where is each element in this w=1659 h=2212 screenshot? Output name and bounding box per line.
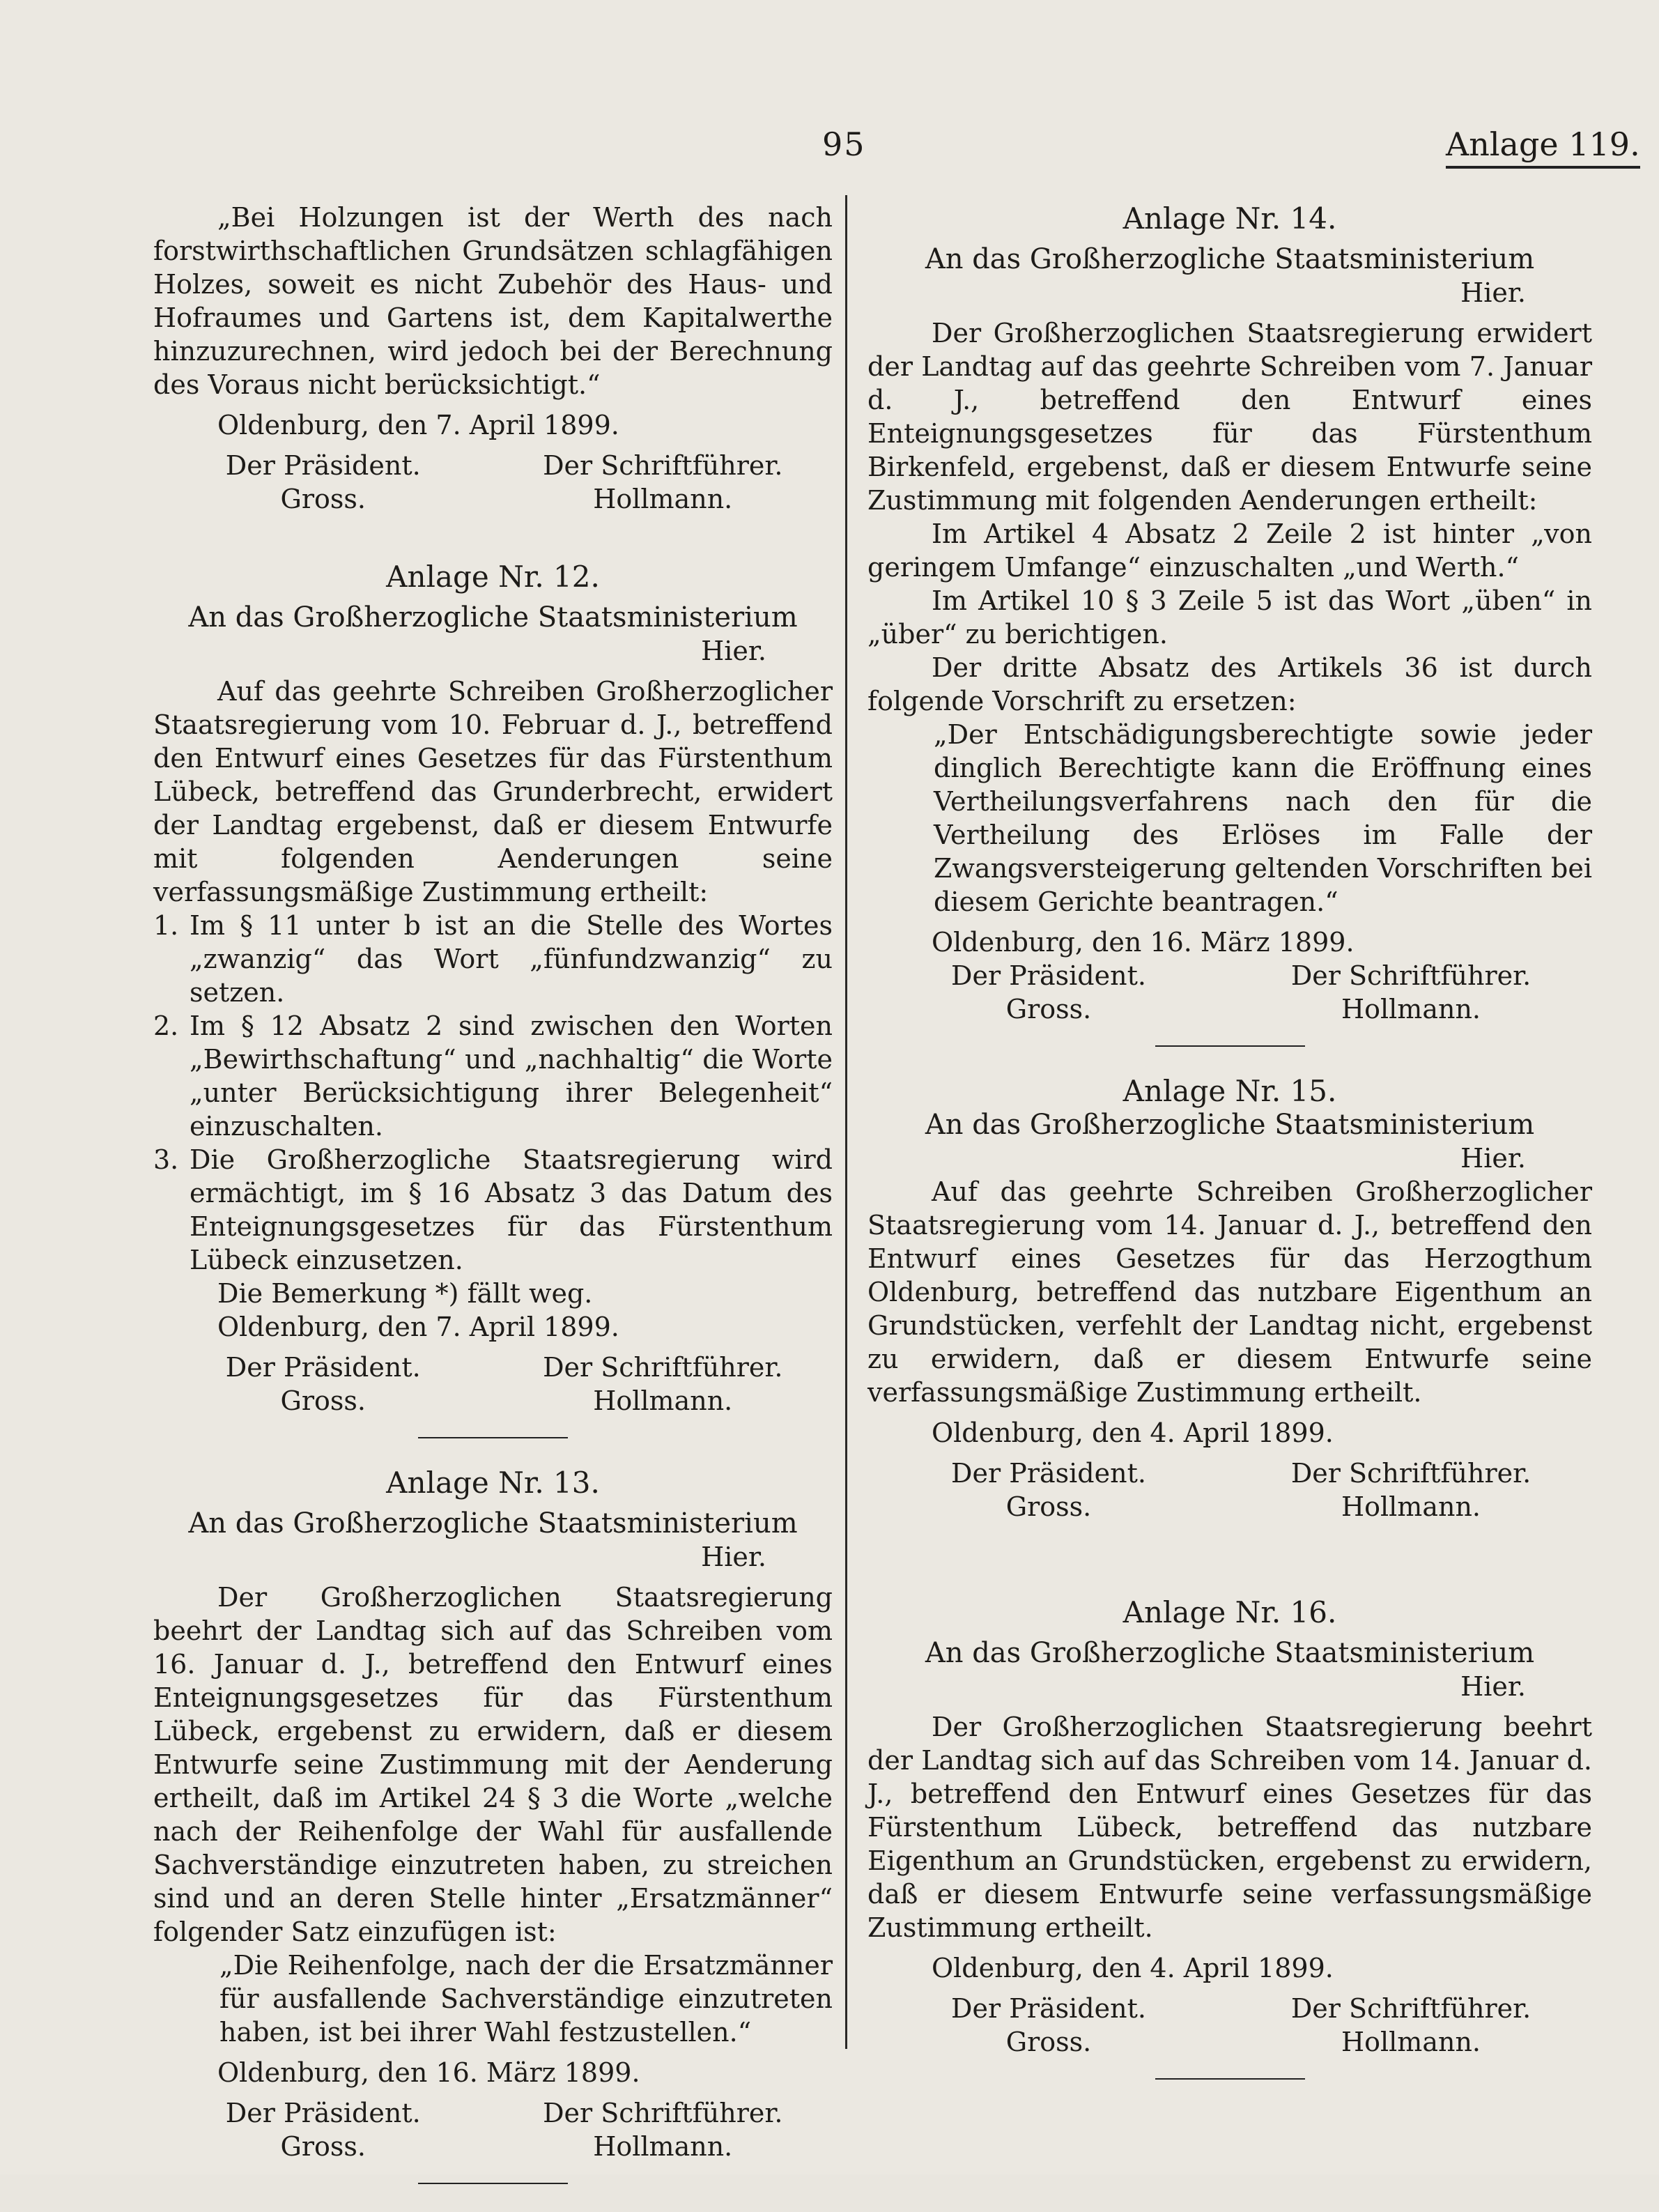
appendix-13-quote: „Die Reihenfolge, nach der die Ersatzmänner für ausfallende Sachverständige einzutreten haben, ist bei ihrer Wahl festzustellen.“	[219, 1950, 833, 2048]
appendix-12-date: Oldenburg, den 7. April 1899.	[217, 1312, 619, 1342]
appendix-13-title: Anlage Nr. 13.	[386, 1466, 600, 1500]
president-label: Der Präsident.	[225, 450, 421, 481]
amendment-number: 1.	[153, 910, 179, 941]
appendix-15-addressee: An das Großherzogliche Staatsministerium	[925, 1109, 1535, 1141]
appendix-14-date: Oldenburg, den 16. März 1899.	[932, 927, 1355, 958]
appendix-12-note: Die Bemerkung *) fällt weg.	[217, 1278, 593, 1309]
section-rule	[1155, 1045, 1305, 1047]
appendix-12-location: Hier.	[701, 636, 766, 666]
secretary-label: Der Schriftführer.	[543, 2098, 783, 2128]
president-label: Der Präsident.	[225, 2098, 421, 2128]
appendix-14-title: Anlage Nr. 14.	[1122, 201, 1337, 236]
appendix-12-amendments	[153, 909, 833, 1277]
secretary-label: Der Schriftführer.	[543, 450, 783, 481]
appendix-14-body: Der Großherzoglichen Staatsregierung erwidert der Landtag auf das geehrte Schreiben vom 7. Januar d. J., betreffend den Entwurf eines Enteignungsgesetzes für das Fürstenthum Birkenfeld, ergebenst, daß er diesem Entwurfe seine Zustimmung mit folgenden Aenderungen ertheilt:	[867, 318, 1592, 516]
president-name: Gross.	[1005, 2027, 1092, 2057]
section-rule	[1155, 2078, 1305, 2080]
secretary-name: Hollmann.	[1341, 994, 1481, 1024]
amendment-item	[153, 1143, 833, 1277]
secretary-label: Der Schriftführer.	[1290, 1458, 1531, 1489]
section-rule	[418, 2183, 568, 2184]
secretary-label: Der Schriftführer.	[1290, 1993, 1531, 2024]
secretary-name: Hollmann.	[593, 2131, 733, 2162]
appendix-15-title: Anlage Nr. 15.	[1122, 1074, 1337, 1108]
appendix-12-addressee: An das Großherzogliche Staatsministerium	[188, 601, 798, 633]
appendix-16-body: Der Großherzoglichen Staatsregierung beehrt der Landtag sich auf das Schreiben vom 14. Januar d. J., betreffend den Entwurf eines Gesetzes für das Fürstenthum Lübeck, betreffend das nutzbare Eigenthum an Grundstücken, ergebenst zu erwidern, daß er diesem Entwurfe seine verfassungsmäßige Zustimmung ertheilt.	[867, 1712, 1592, 1943]
secretary-name: Hollmann.	[1341, 2027, 1481, 2057]
date-line: Oldenburg, den 7. April 1899.	[217, 410, 619, 440]
president-label: Der Präsident.	[951, 1993, 1146, 2024]
president-name: Gross.	[280, 1385, 366, 1416]
appendix-14-change-3: Der dritte Absatz des Artikels 36 ist durch folgende Vorschrift zu ersetzen:	[867, 652, 1592, 716]
appendix-15-body: Auf das geehrte Schreiben Großherzoglicher Staatsregierung vom 14. Januar d. J., betreffend den Entwurf eines Gesetzes für das Herzogthum Oldenburg, betreffend das nutzbare Eigenthum an Grundstücken, verfehlt der Landtag nicht, ergebenst zu erwidern, daß er diesem Entwurfe seine verfassungsmäßige Zustimmung ertheilt.	[867, 1176, 1592, 1408]
appendix-reference: Anlage 119.	[1446, 125, 1640, 169]
left-column	[153, 201, 833, 2212]
appendix-12-title: Anlage Nr. 12.	[386, 560, 600, 594]
secretary-name: Hollmann.	[1341, 1491, 1481, 1522]
signature-block	[867, 959, 1592, 1026]
signature-block	[153, 449, 833, 516]
president-label: Der Präsident.	[225, 1352, 421, 1383]
appendix-14-location: Hier.	[1460, 277, 1526, 308]
appendix-16-addressee: An das Großherzogliche Staatsministerium	[925, 1637, 1535, 1669]
secretary-name: Hollmann.	[593, 1385, 733, 1416]
appendix-15-location: Hier.	[1460, 1143, 1526, 1174]
appendix-12-body: Auf das geehrte Schreiben Großherzoglicher Staatsregierung vom 10. Februar d. J., betreffend den Entwurf eines Gesetzes für das Fürstenthum Lübeck, betreffend das Grunderbrecht, erwidert der Landtag ergebenst, daß er diesem Entwurfe mit folgenden Aenderungen seine verfassungsmäßige Zustimmung ertheilt:	[153, 676, 833, 907]
appendix-13-body: Der Großherzoglichen Staatsregierung beehrt der Landtag sich auf das Schreiben vom 16. Januar d. J., betreffend den Entwurf eines Enteignungsgesetzes für das Fürstenthum Lübeck, ergebenst zu erwidern, daß er diesem Entwurfe seine Zustimmung mit der Aenderung ertheilt, daß im Artikel 24 § 3 die Worte „welche nach der Reihenfolge der Wahl für ausfallende Sachverständige einzutreten haben, zu streichen sind und an deren Stelle hinter „Ersatzmänner“ folgender Satz einzufügen ist:	[153, 1582, 833, 1947]
signature-block	[153, 2096, 833, 2163]
amendment-number: 2.	[153, 1011, 179, 1041]
column-divider	[845, 195, 847, 2049]
president-name: Gross.	[1005, 994, 1092, 1024]
appendix-13-location: Hier.	[701, 1542, 766, 1572]
appendix-14-change-2: Im Artikel 10 § 3 Zeile 5 ist das Wort „üben“ in „über“ zu berichtigen.	[867, 585, 1592, 650]
appendix-13-addressee: An das Großherzogliche Staatsministerium	[188, 1507, 798, 1539]
appendix-15-date: Oldenburg, den 4. April 1899.	[932, 1418, 1334, 1448]
president-name: Gross.	[1005, 1491, 1092, 1522]
secretary-label: Der Schriftführer.	[1290, 960, 1531, 991]
president-label: Der Präsident.	[951, 1458, 1146, 1489]
amendment-item	[153, 909, 833, 1009]
signature-block	[867, 1992, 1592, 2059]
president-label: Der Präsident.	[951, 960, 1146, 991]
amendment-text: Die Großherzogliche Staatsregierung wird ermächtigt, im § 16 Absatz 3 das Datum des Enteignungsgesetzes für das Fürstenthum Lübeck einzusetzen.	[190, 1144, 833, 1275]
appendix-14-quote: „Der Entschädigungsberechtigte sowie jeder dinglich Berechtigte kann die Eröffnung eines Vertheilungsverfahrens nach den für die Vertheilung des Erlöses im Falle der Zwangsversteigerung geltenden Vorschriften bei diesem Gerichte beantragen.“	[934, 719, 1592, 917]
right-column	[867, 201, 1592, 2107]
signature-block	[867, 1457, 1592, 1523]
appendix-14-addressee: An das Großherzogliche Staatsministerium	[925, 243, 1535, 275]
amendment-text: Im § 11 unter b ist an die Stelle des Wortes „zwanzig“ das Wort „fünfundzwanzig“ zu setzen.	[190, 910, 833, 1008]
appendix-16-date: Oldenburg, den 4. April 1899.	[932, 1953, 1334, 1983]
appendix-16-title: Anlage Nr. 16.	[1122, 1595, 1337, 1629]
amendment-number: 3.	[153, 1144, 179, 1175]
appendix-16-location: Hier.	[1460, 1671, 1526, 1702]
page-number: 95	[822, 125, 866, 163]
signature-block	[153, 1351, 833, 1418]
quote-continuation: „Bei Holzungen ist der Werth des nach forstwirthschaftlichen Grundsätzen schlagfähigen Holzes, soweit es nicht Zubehör des Haus- und Hofraumes und Gartens ist, dem Kapitalwerthe hinzuzurechnen, wird jedoch bei der Berechnung des Voraus nicht berücksichtigt.“	[153, 202, 833, 400]
appendix-14-change-1: Im Artikel 4 Absatz 2 Zeile 2 ist hinter „von geringem Umfange“ einzuschalten „und Werth.“	[867, 519, 1592, 583]
president-name: Gross.	[280, 2131, 366, 2162]
secretary-label: Der Schriftführer.	[543, 1352, 783, 1383]
appendix-13-date: Oldenburg, den 16. März 1899.	[217, 2057, 640, 2088]
amendment-text: Im § 12 Absatz 2 sind zwischen den Worten „Bewirthschaftung“ und „nachhaltig“ die Worte „unter Berücksichtigung ihrer Belegenheit“ einzuschalten.	[190, 1011, 833, 1142]
secretary-name: Hollmann.	[593, 484, 733, 514]
section-rule	[418, 1437, 568, 1438]
amendment-item	[153, 1009, 833, 1143]
president-name: Gross.	[280, 484, 366, 514]
